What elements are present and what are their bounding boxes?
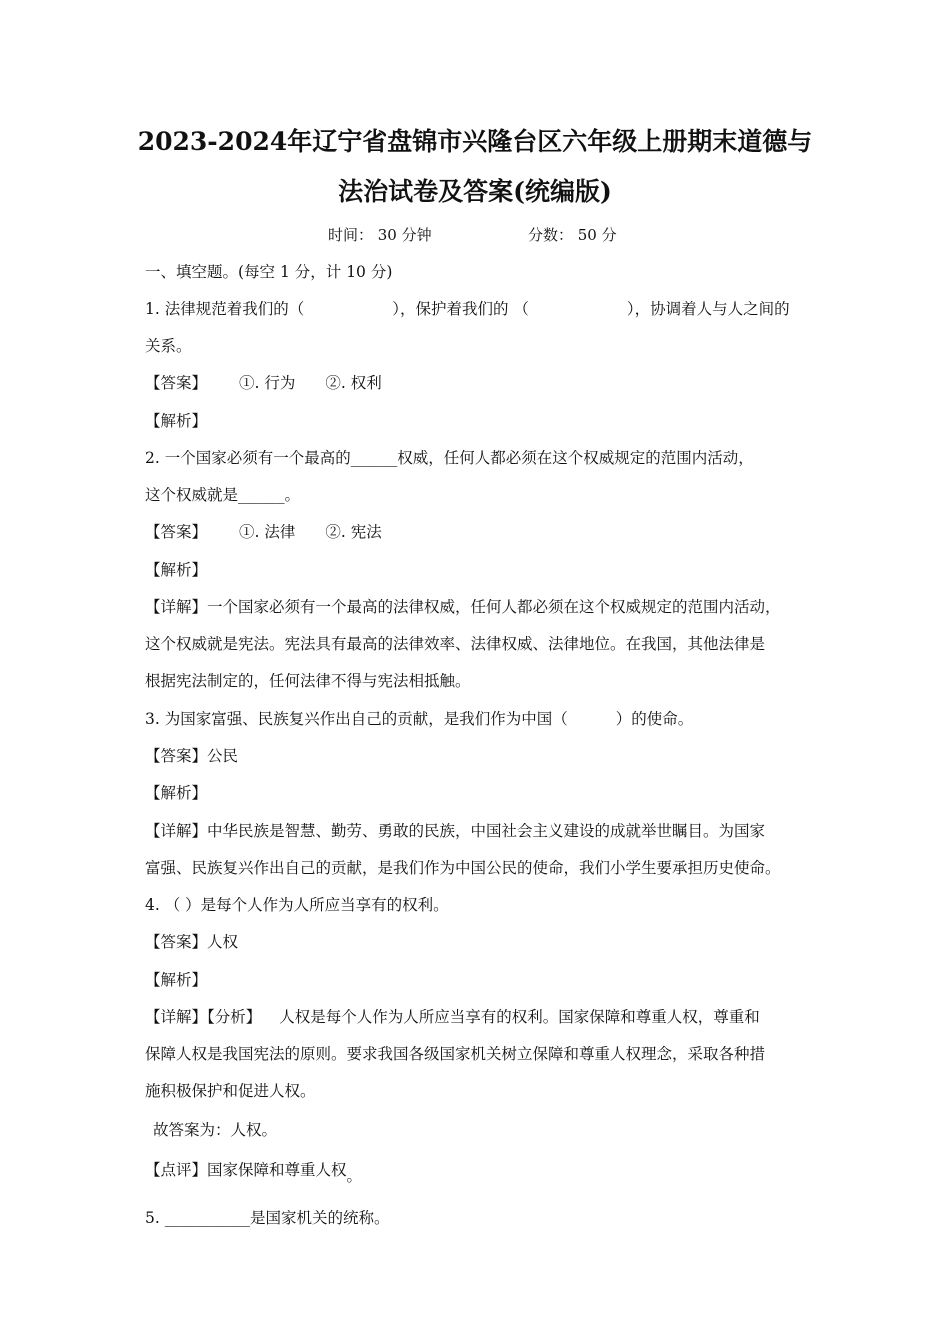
question-5-line: 5. ___________是国家机关的统称。	[145, 1209, 390, 1227]
question-1-line1	[145, 299, 790, 319]
question-1-part-c: ），协调着人与人之间的	[626, 300, 790, 318]
answer-1-blank-2: ②. 权利	[325, 374, 382, 392]
question-1-part-b: ），保护着我们的 （	[392, 300, 529, 318]
comment-period: 。	[346, 1167, 363, 1185]
answer-2-blank-2: ②. 宪法	[325, 523, 382, 541]
question-2-detail-line1: 【详解】一个国家必须有一个最高的法律权威，任何人都必须在这个权威规定的范围内活动，	[145, 598, 781, 616]
question-2-line2: 这个权威就是______。	[145, 486, 301, 504]
question-2-answer	[145, 522, 382, 542]
question-2-detail-line3: 根据宪法制定的，任何法律不得与宪法相抵触。	[145, 672, 471, 690]
question-4-comment	[145, 1160, 363, 1185]
document-title-line1: 2023-2024年辽宁省盘锦市兴隆台区六年级上册期末道德与	[137, 127, 813, 156]
question-4-analysis: 【解析】	[145, 971, 208, 989]
question-1-answer	[145, 373, 382, 393]
answer-label: 【答案】	[145, 374, 208, 392]
question-2-line1: 2. 一个国家必须有一个最高的______权威，任何人都必须在这个权威规定的范围内活动，	[145, 449, 754, 467]
question-2-detail-line2: 这个权威就是宪法。宪法具有最高的法律效率、法律权威、法律地位。在我国，其他法律是	[145, 635, 766, 653]
question-4-comment-text: 【点评】国家保障和尊重人权	[145, 1161, 347, 1179]
exam-time: 时间： 30 分钟	[328, 226, 432, 244]
question-4-detail-line3: 施积极保护和促进人权。	[145, 1082, 316, 1100]
question-1-analysis: 【解析】	[145, 412, 208, 430]
question-3-part-a: 3. 为国家富强、民族复兴作出自己的贡献，是我们作为中国（	[145, 710, 568, 728]
question-3-part-b: ）的使命。	[615, 710, 694, 728]
question-3-answer: 【答案】公民	[145, 747, 239, 765]
question-3-detail-line2: 富强、民族复兴作出自己的贡献，是我们作为中国公民的使命，我们小学生要承担历史使命。	[145, 859, 781, 877]
question-3-analysis: 【解析】	[145, 784, 208, 802]
question-1-part-a: 1. 法律规范着我们的（	[145, 300, 305, 318]
answer-2-blank-1: ①. 法律	[239, 523, 296, 541]
detail-label: 【详解】【分析】	[145, 1008, 262, 1026]
question-1-line2: 关系。	[145, 337, 192, 355]
question-3-detail-line1: 【详解】中华民族是智慧、勤劳、勇敢的民族，中国社会主义建设的成就举世瞩目。为国家	[145, 822, 766, 840]
exam-score: 分数： 50 分	[528, 226, 617, 244]
question-4-answer: 【答案】人权	[145, 933, 239, 951]
question-4-conclusion: 故答案为：人权。	[153, 1121, 278, 1139]
question-4-line: 4. （ ）是每个人作为人所应当享有的权利。	[145, 896, 449, 914]
question-4-detail-line2: 保障人权是我国宪法的原则。要求我国各级国家机关树立保障和尊重人权理念，采取各种措	[145, 1045, 766, 1063]
answer-1-blank-1: ①. 行为	[239, 374, 296, 392]
question-2-analysis: 【解析】	[145, 561, 208, 579]
question-4-detail-text: 人权是每个人作为人所应当享有的权利。国家保障和尊重人权，尊重和	[279, 1008, 760, 1026]
question-3-line	[145, 709, 693, 729]
answer-label: 【答案】	[145, 523, 208, 541]
question-4-detail-line1	[145, 1007, 760, 1027]
section-heading: 一、填空题。(每空 1 分，计 10 分)	[145, 263, 393, 281]
document-title-line2: 法治试卷及答案(统编版)	[338, 177, 612, 206]
